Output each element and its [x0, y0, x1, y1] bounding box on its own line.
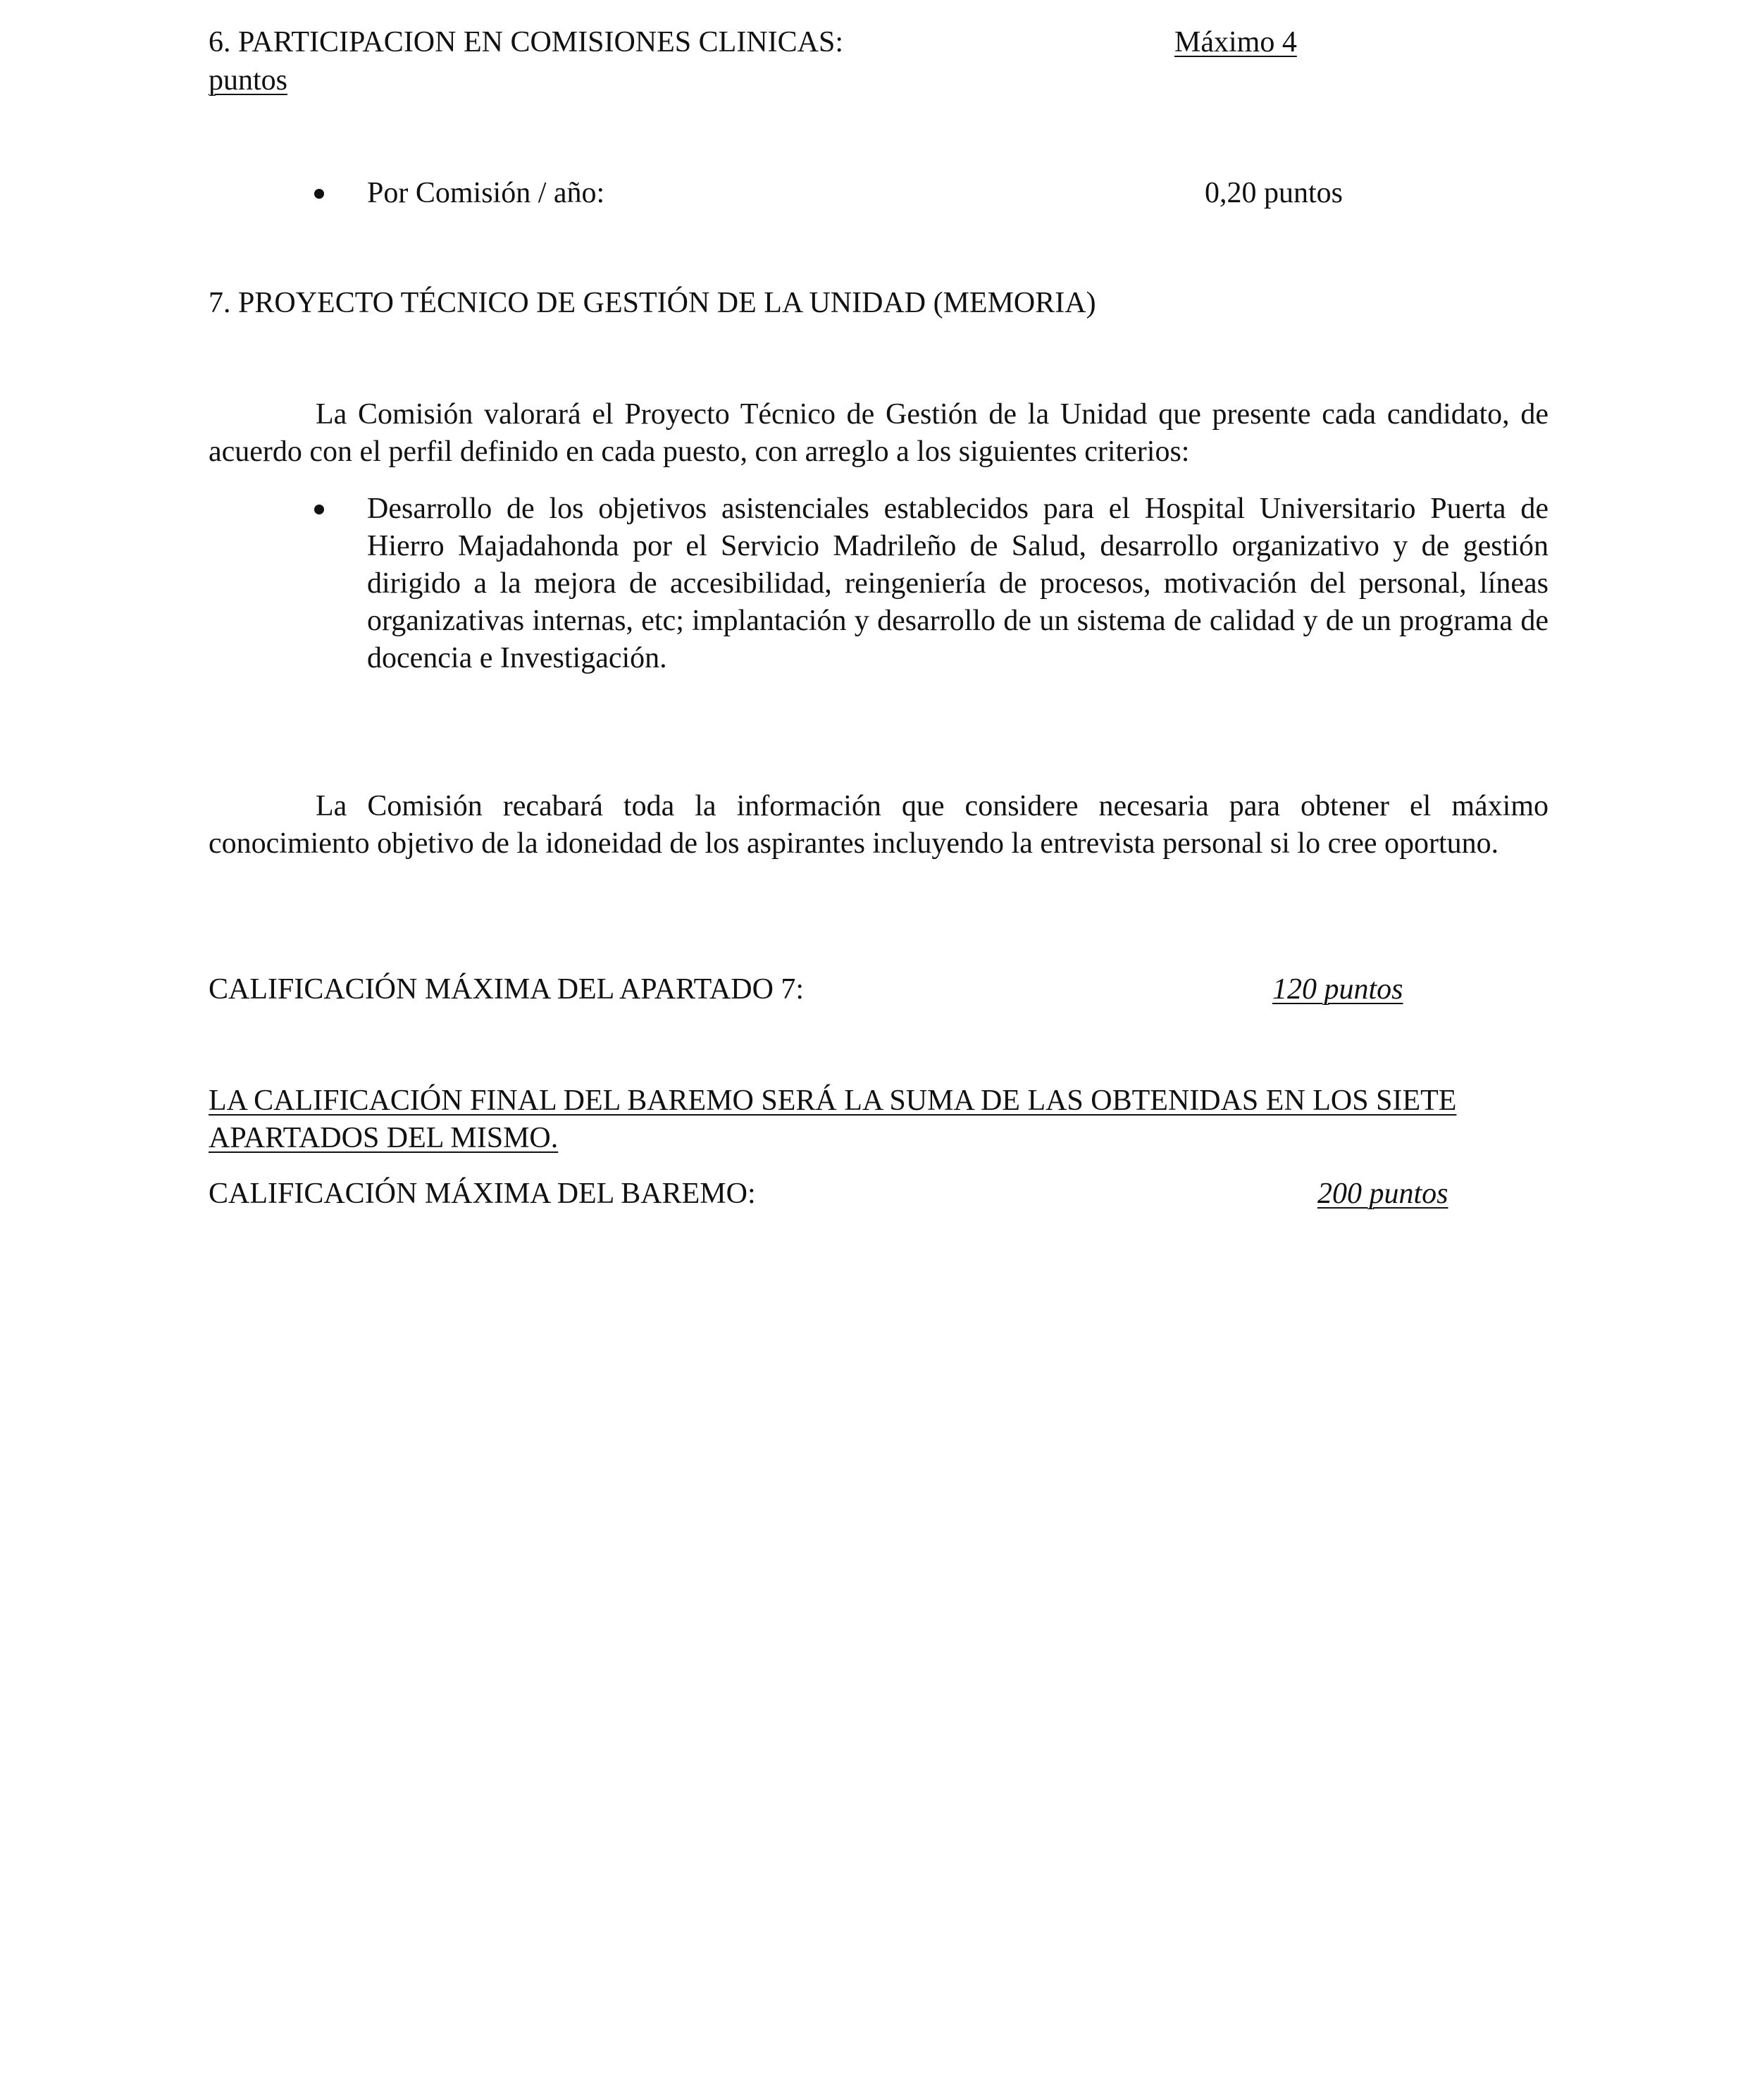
section6-bullet-value: 0,20 puntos [1205, 177, 1343, 209]
final-note: LA CALIFICACIÓN FINAL DEL BAREMO SERÁ LA SUMA DE LAS OBTENIDAS EN LOS SIETE APARTADOS DEL MISMO. [209, 1085, 1457, 1154]
section6-bullet-label: Por Comisión / año: [367, 177, 605, 209]
section7-info-paragraph: La Comisión recabará toda la información que considere necesaria para obtener el máximo conocimiento objetivo de la idoneidad de los aspirantes incluyendo la entrevista personal si lo cree oportuno. [209, 790, 1549, 860]
section7-intro-paragraph: La Comisión valorará el Proyecto Técnico de Gestión de la Unidad que presente cada candidato, de acuerdo con el perfil definido en cada puesto, con arreglo a los siguientes criterios: [209, 398, 1549, 468]
bullet-icon [314, 505, 324, 514]
baremo-max-label: CALIFICACIÓN MÁXIMA DEL BAREMO: [209, 1178, 756, 1210]
section7-max-label: CALIFICACIÓN MÁXIMA DEL APARTADO 7: [209, 973, 805, 1006]
section6-heading: 6. PARTICIPACION EN COMISIONES CLINICAS: [209, 26, 843, 58]
bullet-icon [314, 189, 324, 199]
section6-max-points: Máximo 4 [1174, 26, 1297, 58]
baremo-max-value: 200 puntos [1317, 1178, 1448, 1210]
section7-heading: 7. PROYECTO TÉCNICO DE GESTIÓN DE LA UNIDAD (MEMORIA) [209, 287, 1096, 319]
section7-criterion: Desarrollo de los objetivos asistenciales establecidos para el Hospital Universitario Puerta de Hierro Majadahonda por el Servicio Madrileño de Salud, desarrollo organizativo y de gestión dirigido a la mejora de accesibilidad, reingeniería de procesos, motivación del personal, líneas organizativas internas, etc; implantación y desarrollo de un sistema de calidad y de un programa de docencia e Investigación. [367, 493, 1549, 674]
section7-max-value: 120 puntos [1272, 973, 1403, 1006]
section6-max-points-unit: puntos [209, 64, 288, 97]
